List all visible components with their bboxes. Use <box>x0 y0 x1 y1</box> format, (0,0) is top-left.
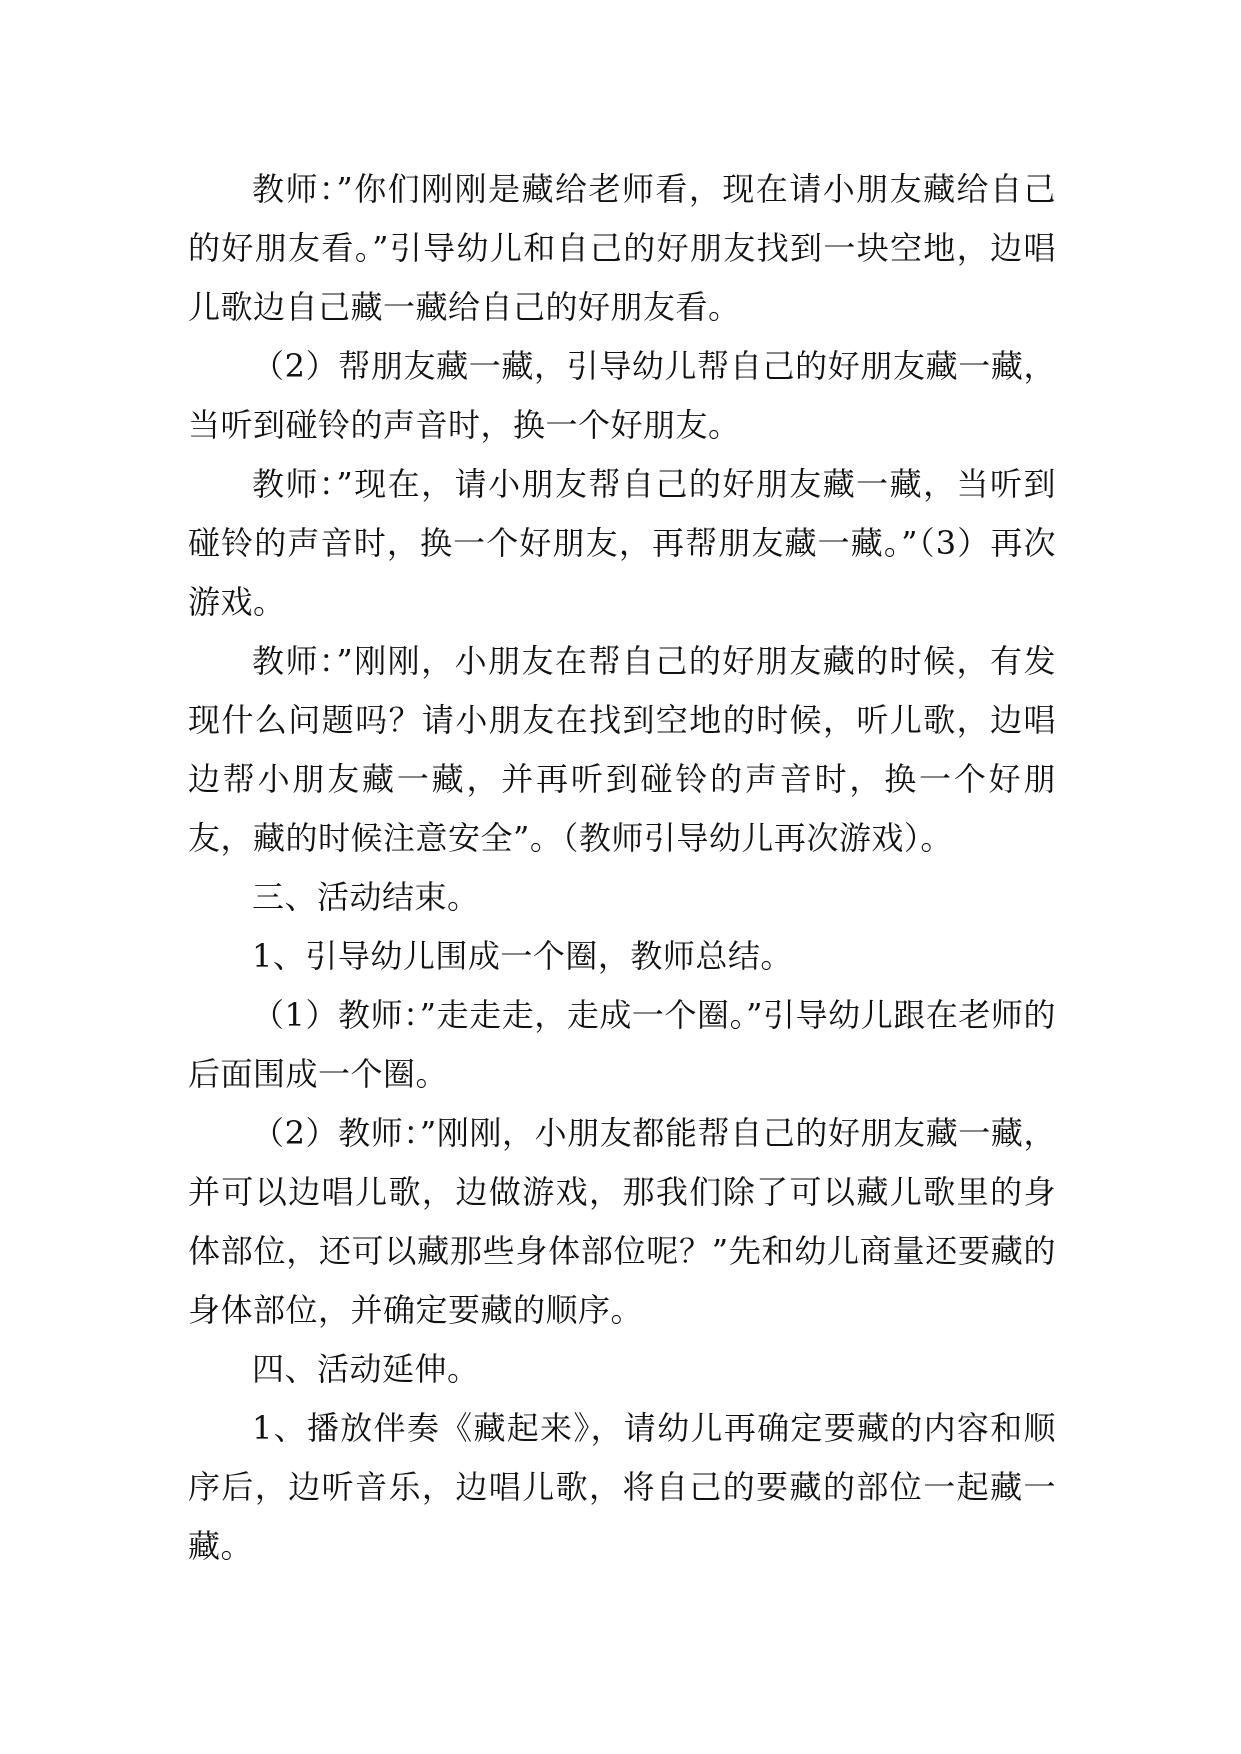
paragraph-play-music: 1、播放伴奏《藏起来》，请幼儿再确定要藏的内容和顺序后，边听音乐，边唱儿歌，将自己的要藏的部位一起藏一藏。 <box>188 1409 1056 1565</box>
paragraph-teacher-bell-switch: 教师：”现在，请小朋友帮自己的好朋友藏一藏，当听到碰铃的声音时，换一个好朋友，再帮朋友藏一藏。”（3）再次游戏。 <box>188 465 1056 621</box>
paragraph-teacher-safety: 教师：”刚刚，小朋友在帮自己的好朋友藏的时候，有发现什么问题吗？请小朋友在找到空地的时候，听儿歌，边唱边帮小朋友藏一藏，并再听到碰铃的声音时，换一个好朋友，藏的时候注意安全”。（教师引导幼儿再次游戏）。 <box>188 642 1056 857</box>
paragraph-form-circle: 1、引导幼儿围成一个圈，教师总结。 <box>252 937 793 975</box>
section-heading-activity-extension: 四、活动延伸。 <box>252 1350 480 1388</box>
document-body <box>188 160 1056 1576</box>
paragraph-body-parts: （2）教师：”刚刚，小朋友都能帮自己的好朋友藏一藏，并可以边唱儿歌，边做游戏，那我们除了可以藏儿歌里的身体部位，还可以藏那些身体部位呢？”先和幼儿商量还要藏的身体部位，并确定要藏的顺序。 <box>188 1114 1056 1329</box>
paragraph-walk-circle: （1）教师：”走走走，走成一个圈。”引导幼儿跟在老师的后面围成一个圈。 <box>188 996 1056 1093</box>
section-heading-activity-end: 三、活动结束。 <box>252 878 480 916</box>
paragraph-teacher-show-friend: 教师：”你们刚刚是藏给老师看，现在请小朋友藏给自己的好朋友看。”引导幼儿和自己的好朋友找到一块空地，边唱儿歌边自己藏一藏给自己的好朋友看。 <box>188 170 1056 326</box>
paragraph-help-friend-hide: （2）帮朋友藏一藏，引导幼儿帮自己的好朋友藏一藏，当听到碰铃的声音时，换一个好朋友。 <box>188 347 1056 444</box>
